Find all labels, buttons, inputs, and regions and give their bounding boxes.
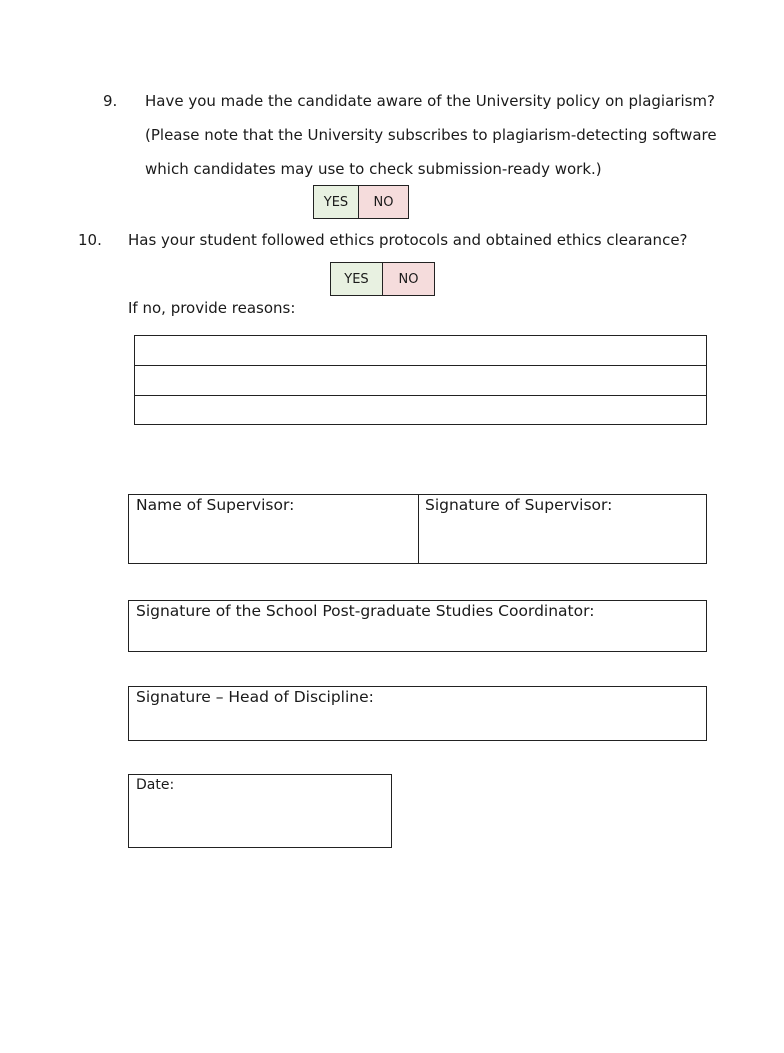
date-field[interactable]	[136, 801, 384, 841]
supervisor-box	[128, 494, 707, 564]
supervisor-signature-field[interactable]	[425, 521, 699, 557]
question-9-note-line-2: which candidates may use to check submission-ready work.)	[145, 160, 602, 178]
coordinator-signature-label: Signature of the School Post-graduate Studies Coordinator:	[136, 602, 595, 620]
question-10-yes-no	[330, 262, 435, 296]
supervisor-name-field[interactable]	[136, 521, 410, 557]
question-10-number: 10.	[78, 231, 102, 249]
head-of-discipline-field[interactable]	[136, 713, 699, 734]
question-9-yes-no	[313, 185, 409, 219]
supervisor-divider	[418, 495, 419, 563]
head-of-discipline-label: Signature – Head of Discipline:	[136, 688, 374, 706]
question-10-yes-option[interactable]: YES	[331, 263, 383, 295]
reasons-table	[134, 335, 707, 425]
reason-row-2[interactable]	[135, 366, 706, 396]
reason-row-1[interactable]	[135, 336, 706, 366]
supervisor-signature-label: Signature of Supervisor:	[425, 496, 613, 514]
coordinator-signature-field[interactable]	[136, 627, 699, 645]
question-9-yes-option[interactable]: YES	[314, 186, 359, 218]
head-of-discipline-box	[128, 686, 707, 741]
question-9-number: 9.	[103, 92, 118, 110]
date-box	[128, 774, 392, 848]
supervisor-name-label: Name of Supervisor:	[136, 496, 295, 514]
question-9-no-option[interactable]: NO	[359, 186, 408, 218]
question-10-no-option[interactable]: NO	[383, 263, 434, 295]
reasons-label: If no, provide reasons:	[128, 299, 296, 317]
question-9-note-line-1: (Please note that the University subscribes to plagiarism-detecting software	[145, 126, 717, 144]
reason-row-3[interactable]	[135, 396, 706, 426]
coordinator-signature-box	[128, 600, 707, 652]
question-9-text: Have you made the candidate aware of the University policy on plagiarism?	[145, 92, 715, 110]
question-10-text: Has your student followed ethics protocols and obtained ethics clearance?	[128, 231, 688, 249]
date-label: Date:	[136, 777, 175, 793]
